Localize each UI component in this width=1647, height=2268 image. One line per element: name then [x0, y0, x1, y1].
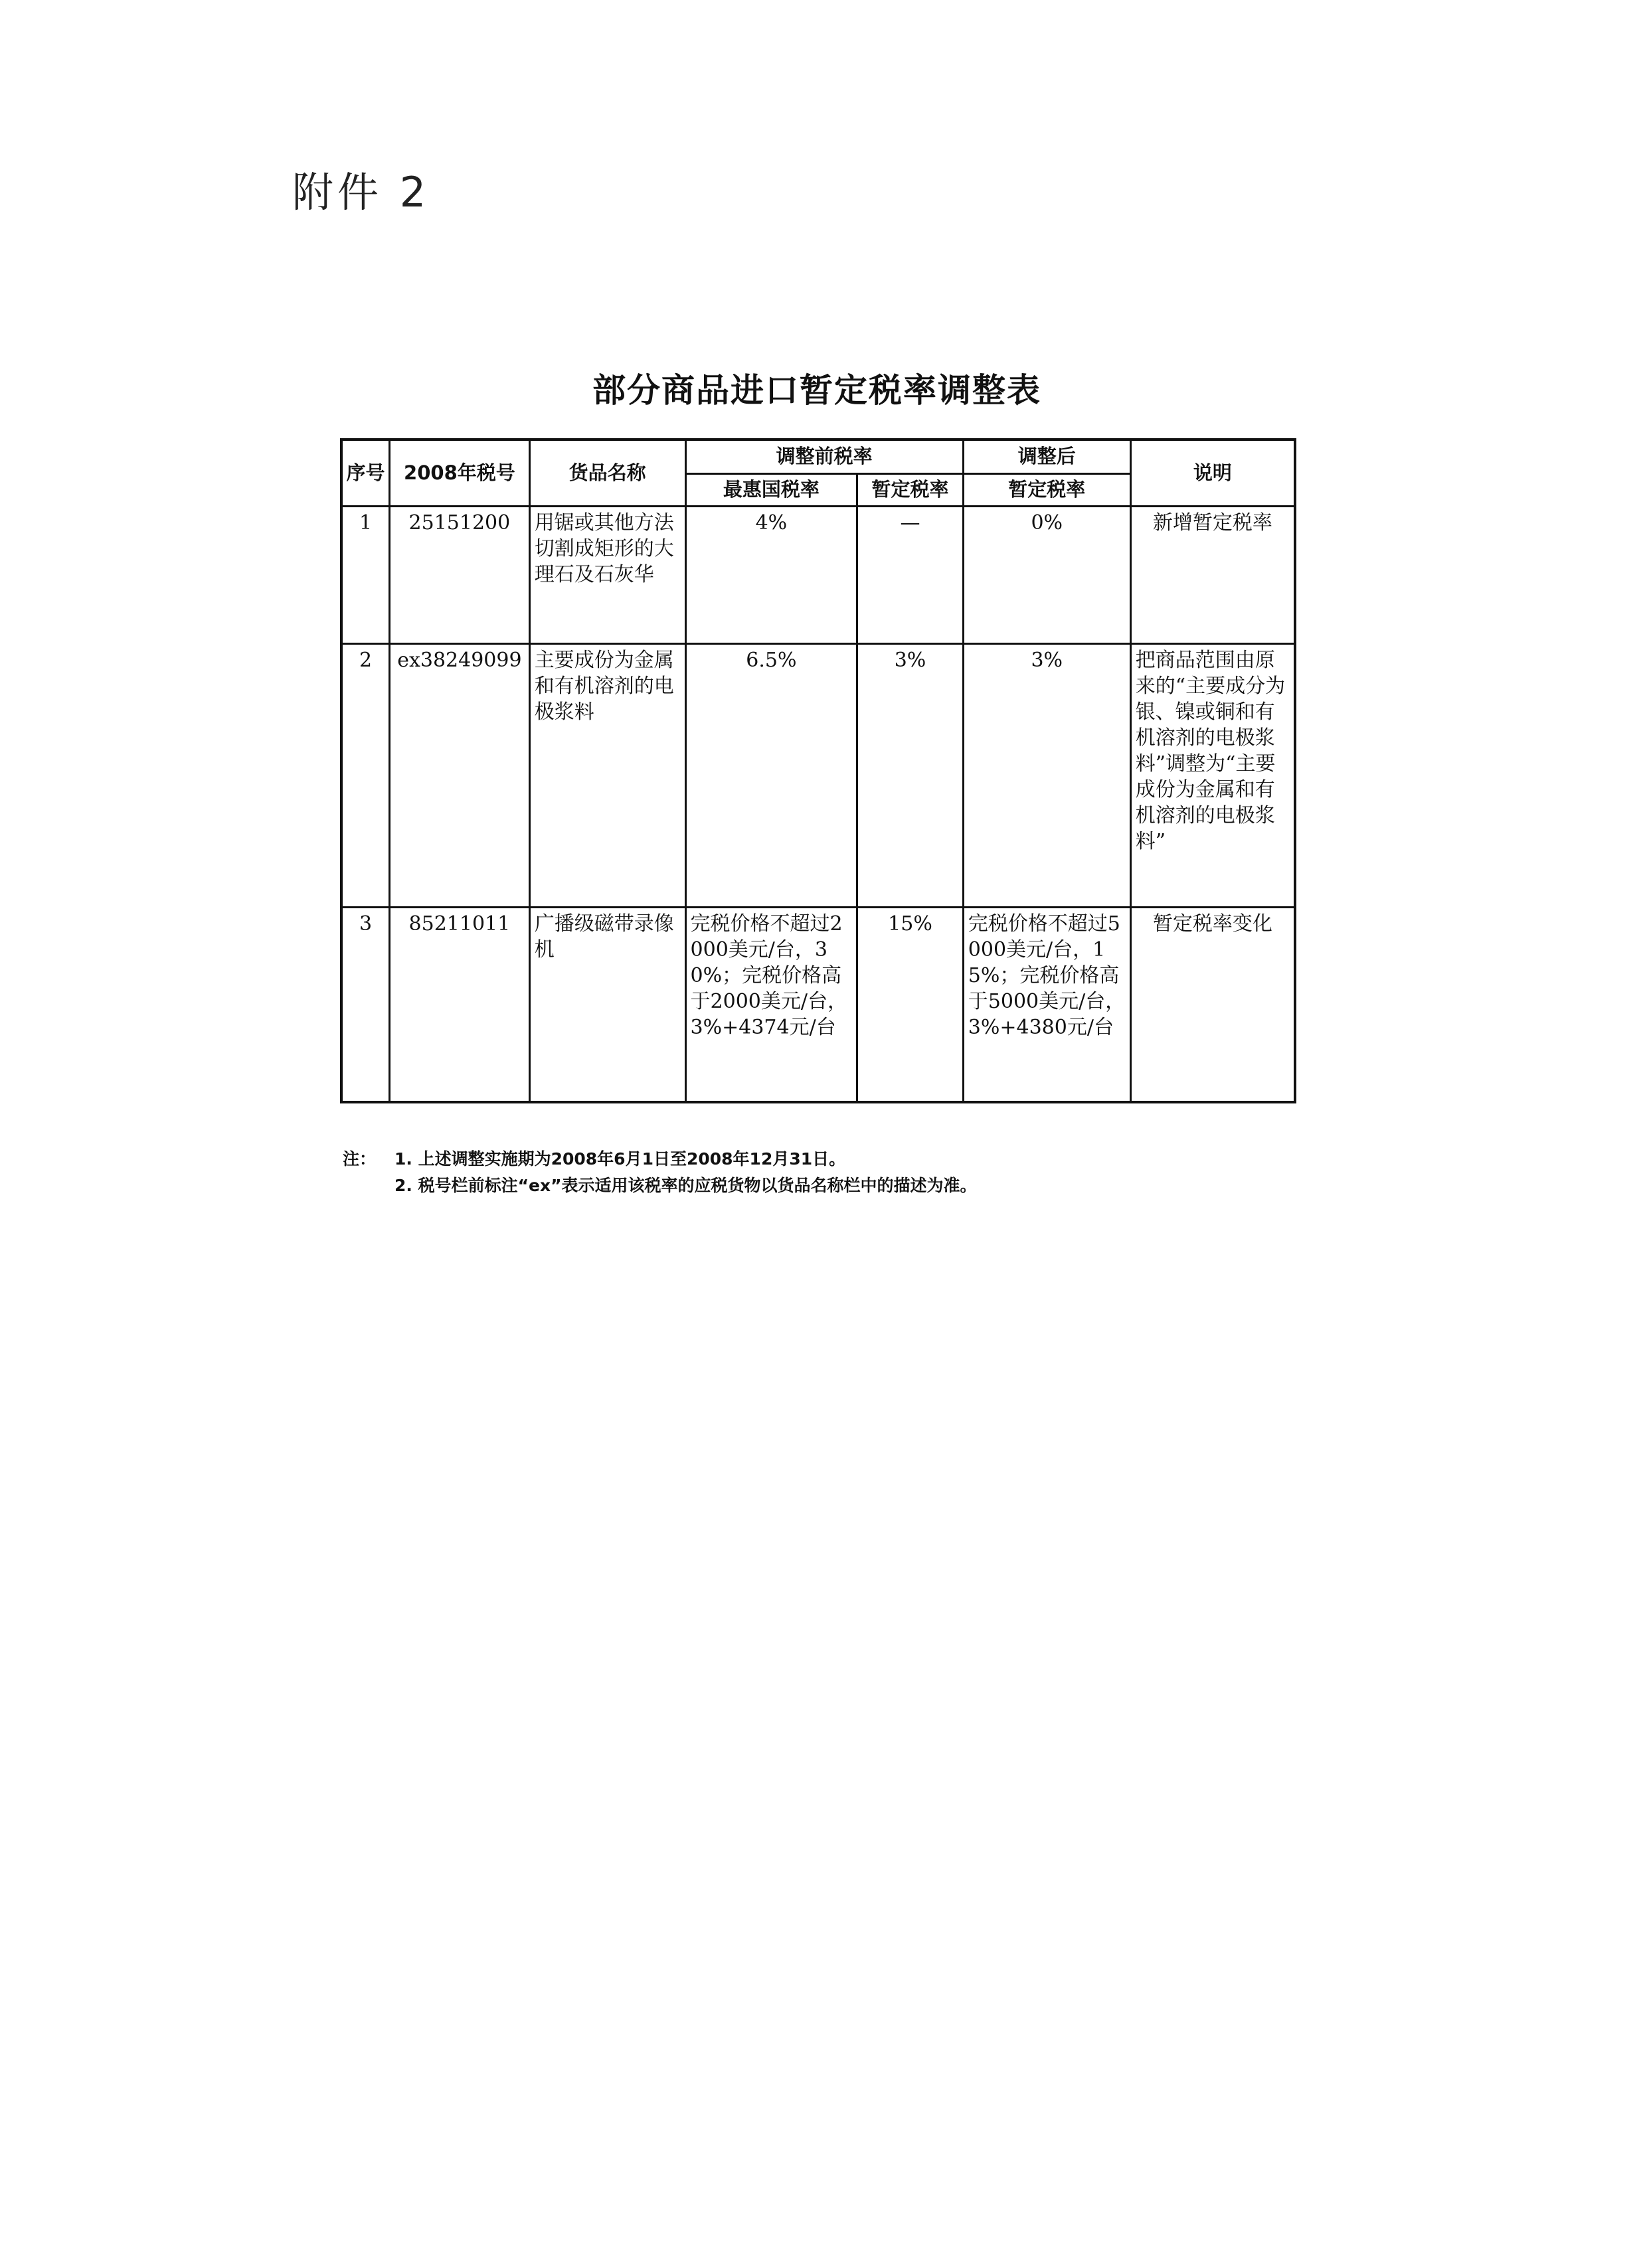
footnote-prefix: 注：: [343, 1149, 377, 1169]
footnote-line: [343, 1173, 1339, 1199]
header-remarks: 说明: [1130, 440, 1295, 507]
table-header-row: [341, 440, 1295, 474]
cell-tax-number: 25151200: [390, 507, 530, 644]
footnotes: [343, 1146, 1339, 1199]
cell-old-provisional-rate: —: [857, 507, 964, 644]
table-row: [341, 507, 1295, 644]
cell-seq: 3: [341, 908, 390, 1103]
cell-mfn-rate: 4%: [685, 507, 857, 644]
cell-new-provisional-rate: 0%: [963, 507, 1130, 644]
cell-new-provisional-rate: 完税价格不超过5000美元/台，15%；完税价格高于5000美元/台，3%+4380元/台: [963, 908, 1130, 1103]
cell-tax-number: ex38249099: [390, 644, 530, 908]
header-before-adjustment: 调整前税率: [685, 440, 963, 474]
cell-old-provisional-rate: 15%: [857, 908, 964, 1103]
cell-remarks: 暂定税率变化: [1130, 908, 1295, 1103]
rate-adjustment-table: [340, 438, 1296, 1103]
cell-goods-name: 主要成份为金属和有机溶剂的电极浆料: [529, 644, 685, 908]
header-seq: 序号: [341, 440, 390, 507]
cell-tax-number: 85211011: [390, 908, 530, 1103]
cell-remarks: 新增暂定税率: [1130, 507, 1295, 644]
header-goods-name: 货品名称: [529, 440, 685, 507]
cell-mfn-rate: 6.5%: [685, 644, 857, 908]
footnote-item: 2. 税号栏前标注“ex”表示适用该税率的应税货物以货品名称栏中的描述为准。: [394, 1176, 977, 1195]
table-row: [341, 644, 1295, 908]
header-mfn-rate: 最惠国税率: [685, 474, 857, 507]
footnote-line: [343, 1146, 1339, 1173]
header-after-adjustment: 调整后: [963, 440, 1130, 474]
cell-seq: 1: [341, 507, 390, 644]
header-new-provisional-rate: 暂定税率: [963, 474, 1130, 507]
footnote-item: 1. 上述调整实施期为2008年6月1日至2008年12月31日。: [394, 1149, 846, 1169]
cell-mfn-rate: 完税价格不超过2000美元/台，30%；完税价格高于2000美元/台，3%+4374元/台: [685, 908, 857, 1103]
document-title: 部分商品进口暂定税率调整表: [592, 371, 1041, 410]
cell-goods-name: 用锯或其他方法切割成矩形的大理石及石灰华: [529, 507, 685, 644]
cell-seq: 2: [341, 644, 390, 908]
attachment-label: 附件 2: [292, 168, 430, 216]
cell-new-provisional-rate: 3%: [963, 644, 1130, 908]
cell-remarks: 把商品范围由原来的“主要成分为银、镍或铜和有机溶剂的电极浆料”调整为“主要成份为金属和有机溶剂的电极浆料”: [1130, 644, 1295, 908]
table-row: [341, 908, 1295, 1103]
cell-old-provisional-rate: 3%: [857, 644, 964, 908]
header-old-provisional-rate: 暂定税率: [857, 474, 964, 507]
cell-goods-name: 广播级磁带录像机: [529, 908, 685, 1103]
header-tax-number: 2008年税号: [390, 440, 530, 507]
